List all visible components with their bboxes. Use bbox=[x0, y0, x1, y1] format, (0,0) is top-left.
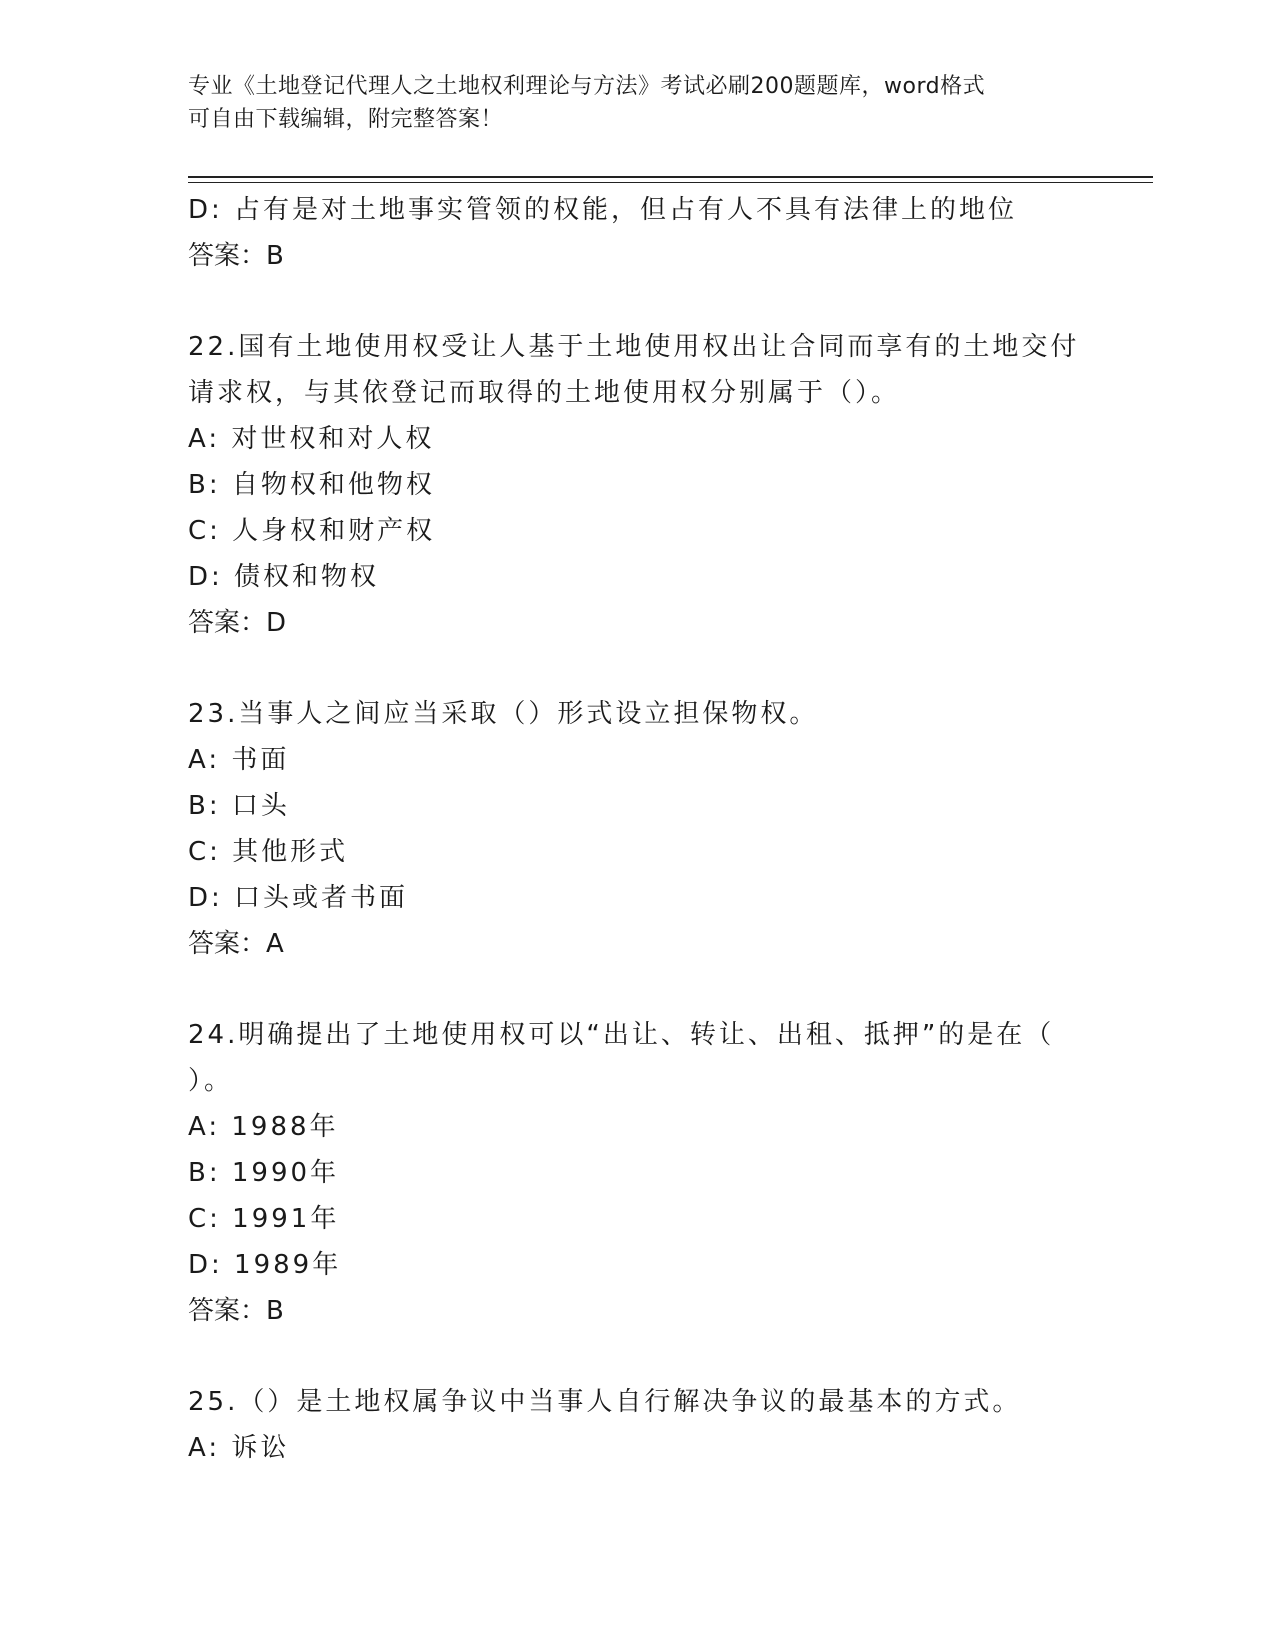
block-gap bbox=[188, 279, 1088, 324]
option-line: A: 1988年 bbox=[188, 1112, 339, 1142]
question-stem: 22.国有土地使用权受让人基于土地使用权出让合同而享有的土地交付 bbox=[188, 332, 1080, 362]
option-line: A: 书面 bbox=[188, 745, 290, 775]
answer-line: 答案：B bbox=[188, 1296, 284, 1326]
question-stem: 24.明确提出了土地使用权可以“出让、转让、出租、抵押”的是在（ bbox=[188, 1020, 1055, 1050]
question-block bbox=[188, 324, 1088, 646]
question-block bbox=[188, 1012, 1088, 1334]
header-rule-thick bbox=[188, 176, 1153, 178]
question-stem: 23.当事人之间应当采取（）形式设立担保物权。 bbox=[188, 699, 819, 729]
option-line: A: 对世权和对人权 bbox=[188, 424, 435, 454]
header-rule-thin bbox=[188, 182, 1153, 183]
answer-line: 答案：A bbox=[188, 929, 284, 959]
option-line: B: 自物权和他物权 bbox=[188, 470, 435, 500]
option-line: D: 债权和物权 bbox=[188, 562, 380, 592]
option-line: D: 1989年 bbox=[188, 1250, 342, 1280]
question-stem: 请求权，与其依登记而取得的土地使用权分别属于（）。 bbox=[188, 378, 901, 408]
option-line: C: 人身权和财产权 bbox=[188, 516, 436, 546]
option-line: B: 1990年 bbox=[188, 1158, 340, 1188]
question-stem: ）。 bbox=[188, 1066, 234, 1096]
option-line: B: 口头 bbox=[188, 791, 290, 821]
header-line-2: 可自由下载编辑，附完整答案！ bbox=[188, 107, 504, 132]
option-line: D: 占有是对土地事实管领的权能，但占有人不具有法律上的地位 bbox=[188, 195, 1018, 225]
answer-line: 答案：D bbox=[188, 608, 287, 638]
option-line: C: 1991年 bbox=[188, 1204, 340, 1234]
option-line: D: 口头或者书面 bbox=[188, 883, 409, 913]
option-line: C: 其他形式 bbox=[188, 837, 349, 867]
question-block bbox=[188, 691, 1088, 967]
block-gap bbox=[188, 1334, 1088, 1379]
option-line: A: 诉讼 bbox=[188, 1433, 290, 1463]
answer-line: 答案：B bbox=[188, 241, 284, 271]
question-block bbox=[188, 187, 1088, 279]
question-stem: 25.（）是土地权属争议中当事人自行解决争议的最基本的方式。 bbox=[188, 1387, 1022, 1417]
document-header bbox=[188, 70, 1068, 136]
header-line-1: 专业《土地登记代理人之土地权利理论与方法》考试必刷200题题库，word格式 bbox=[188, 74, 986, 99]
block-gap bbox=[188, 646, 1088, 691]
question-content bbox=[188, 187, 1088, 1471]
question-block bbox=[188, 1379, 1088, 1471]
block-gap bbox=[188, 967, 1088, 1012]
